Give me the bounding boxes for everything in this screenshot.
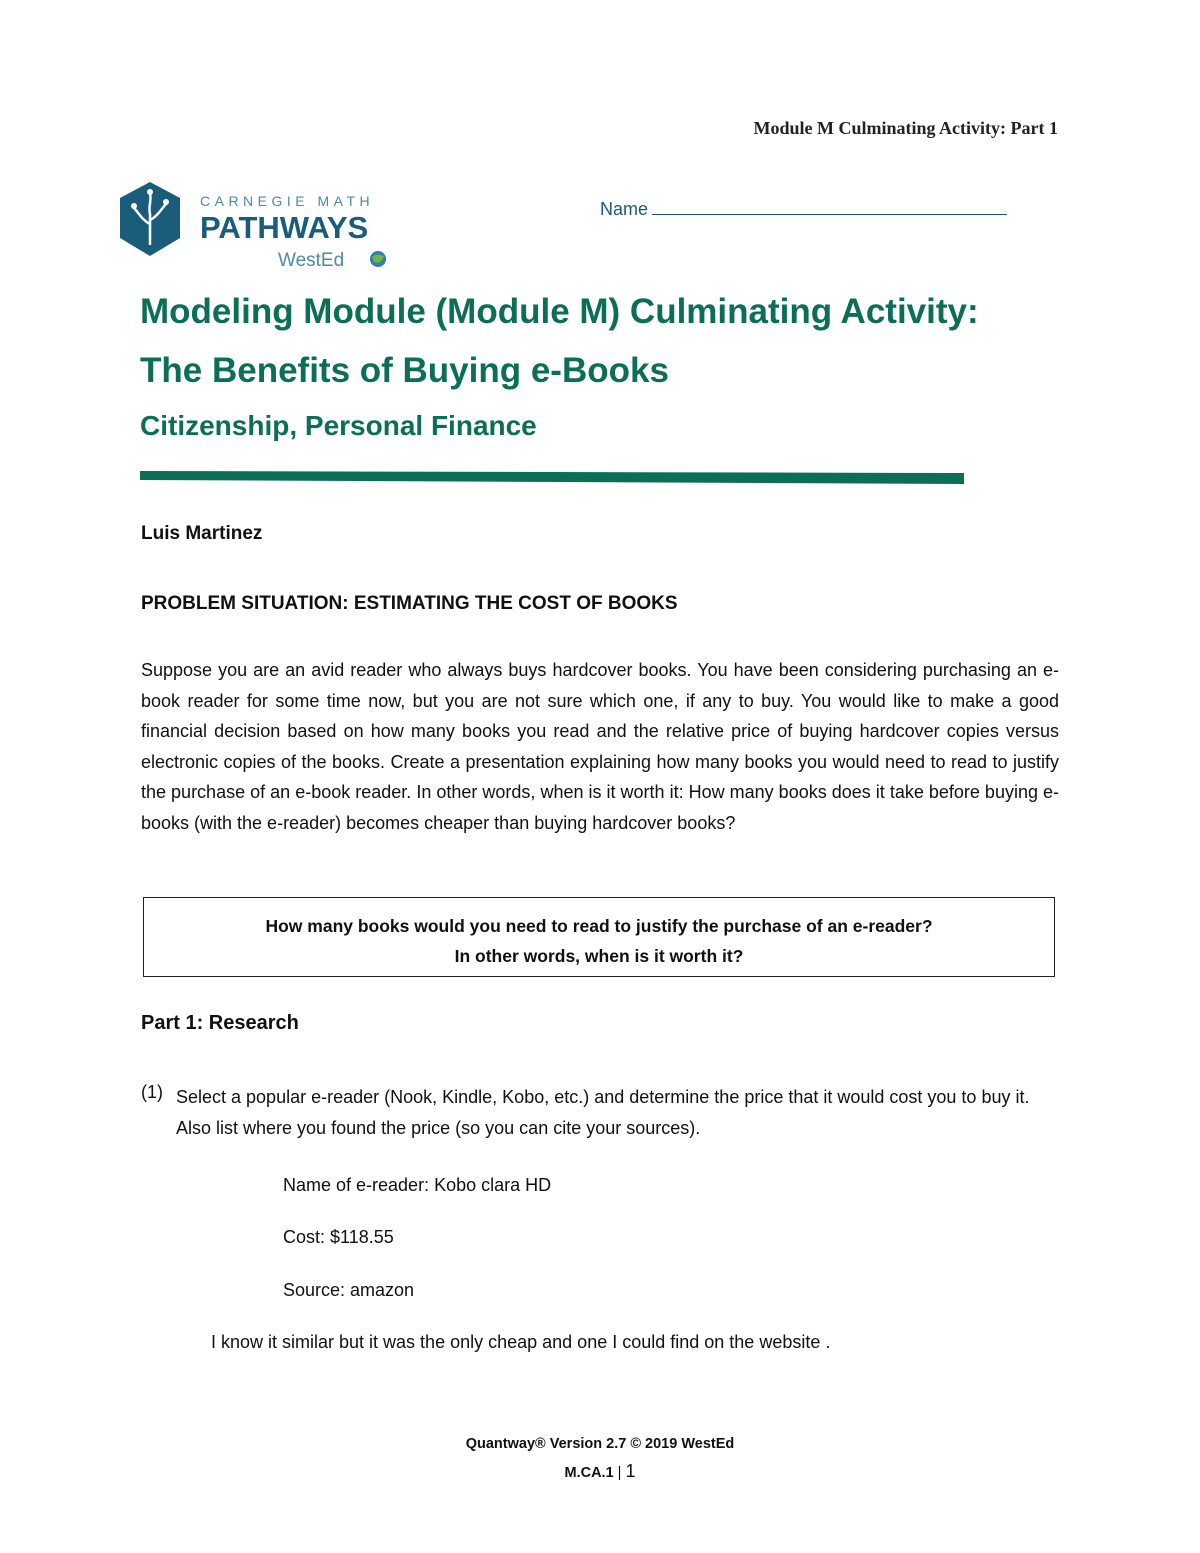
footer-code: M.CA.1 — [564, 1465, 614, 1481]
problem-heading: PROBLEM SITUATION: ESTIMATING THE COST OF BOOKS — [141, 593, 678, 614]
footer-page-info — [0, 1461, 1200, 1482]
svg-text:PATHWAYS: PATHWAYS — [200, 210, 369, 245]
subtitle: Citizenship, Personal Finance — [140, 410, 537, 441]
title-line-1: Modeling Module (Module M) Culminating Activity: — [140, 292, 979, 331]
title-line-2: The Benefits of Buying e-Books — [140, 351, 669, 390]
part-1-heading: Part 1: Research — [141, 1012, 299, 1034]
footer-copyright: Quantway® Version 2.7 © 2019 WestEd — [465, 1436, 735, 1452]
svg-text:WestEd: WestEd — [278, 250, 345, 271]
name-label: Name — [600, 199, 649, 219]
footer-separator: | — [617, 1465, 622, 1481]
page-number: 1 — [625, 1461, 636, 1481]
question-1-text: Select a popular e-reader (Nook, Kindle, Kobo, etc.) and determine the price that it would cost you to buy it. Also list where you found the price (so you can cite your sources). — [176, 1087, 1030, 1138]
question-callout-box — [143, 897, 1055, 977]
name-blank-line[interactable] — [652, 198, 1007, 215]
running-header: Module M Culminating Activity: Part 1 — [753, 118, 1058, 138]
title-divider — [140, 468, 964, 484]
question-1-number: (1) — [141, 1082, 163, 1102]
student-note: I know it similar but it was the only cheap and one I could find on the website . — [211, 1332, 831, 1352]
carnegie-math-pathways-logo — [116, 180, 396, 272]
callout-line-1: How many books would you need to read to justify the purchase of an e-reader? — [265, 916, 933, 936]
answer-cost: Cost: $118.55 — [283, 1227, 394, 1247]
name-field[interactable] — [600, 198, 1007, 220]
callout-line-2: In other words, when is it worth it? — [454, 946, 744, 966]
answer-ereader-name: Name of e-reader: Kobo clara HD — [283, 1175, 552, 1195]
problem-paragraph: Suppose you are an avid reader who always buys hardcover books. You have been considering purchasing an e-book reader for some time now, but you are not sure which one, if any to buy. You would like to make a good financial decision based on how many books you read and the relative price of buying hardcover copies versus electronic copies of the books. Create a presentation explaining how many books you would need to read to justify the purchase of an e-book reader. In other words, when is it worth it: How many books does it take before buying e-books (with the e-reader) becomes cheaper than buying hardcover books? — [141, 660, 1059, 833]
svg-text:CARNEGIE MATH: CARNEGIE MATH — [200, 193, 375, 209]
student-name: Luis Martinez — [141, 523, 263, 544]
answer-source: Source: amazon — [283, 1280, 415, 1300]
